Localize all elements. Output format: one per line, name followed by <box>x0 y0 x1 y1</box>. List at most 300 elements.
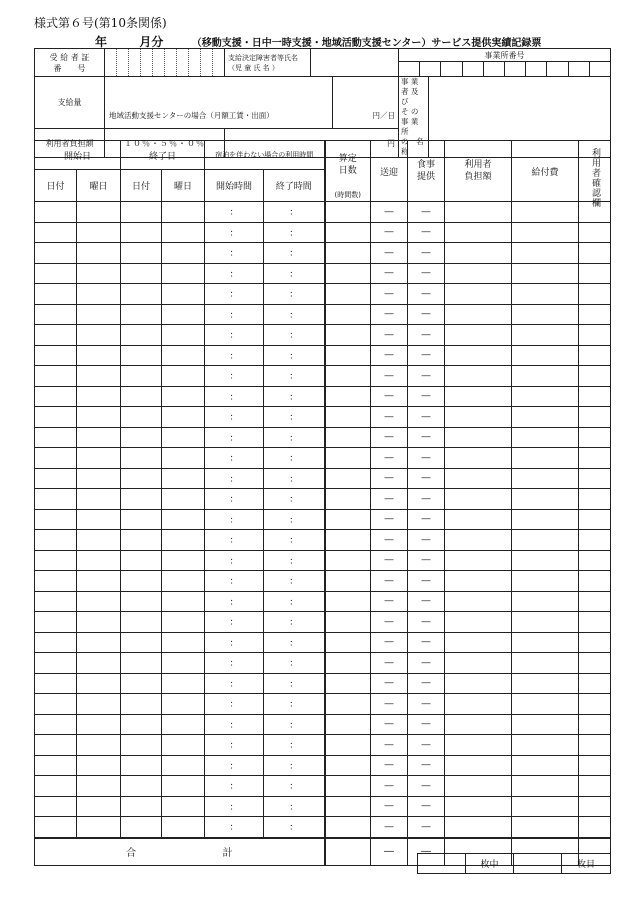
start-weekday-cell[interactable] <box>77 263 121 284</box>
transport-cell[interactable]: ― <box>371 632 408 653</box>
start-date-cell[interactable] <box>35 591 77 612</box>
user-burden-cell[interactable] <box>445 304 512 325</box>
confirm-cell[interactable] <box>579 653 611 674</box>
calc-days-cell[interactable] <box>325 694 371 715</box>
start-weekday-cell[interactable] <box>77 530 121 551</box>
end-weekday-cell[interactable] <box>162 325 205 346</box>
end-weekday-cell[interactable] <box>162 345 205 366</box>
burden-yen[interactable]: 円 <box>225 129 399 158</box>
confirm-cell[interactable] <box>579 304 611 325</box>
end-date-cell[interactable] <box>121 448 162 469</box>
confirm-cell[interactable] <box>579 284 611 305</box>
benefit-cell[interactable] <box>512 222 579 243</box>
transport-cell[interactable]: ― <box>371 653 408 674</box>
start-date-cell[interactable] <box>35 632 77 653</box>
end-date-cell[interactable] <box>121 571 162 592</box>
transport-cell[interactable]: ― <box>371 776 408 797</box>
start-date-cell[interactable] <box>35 755 77 776</box>
end-date-cell[interactable] <box>121 776 162 797</box>
calc-days-cell[interactable] <box>325 243 371 264</box>
end-weekday-cell[interactable] <box>162 489 205 510</box>
end-date-cell[interactable] <box>121 284 162 305</box>
end-date-cell[interactable] <box>121 325 162 346</box>
start-weekday-cell[interactable] <box>77 632 121 653</box>
end-date-cell[interactable] <box>121 222 162 243</box>
meal-cell[interactable]: ― <box>408 776 445 797</box>
start-date-cell[interactable] <box>35 202 77 223</box>
end-time-cell[interactable]: ： <box>264 571 325 592</box>
end-time-cell[interactable]: ： <box>264 263 325 284</box>
transport-cell[interactable]: ― <box>371 468 408 489</box>
start-time-cell[interactable]: ： <box>205 304 264 325</box>
user-burden-cell[interactable] <box>445 427 512 448</box>
start-time-cell[interactable]: ： <box>205 468 264 489</box>
confirm-cell[interactable] <box>579 817 611 838</box>
start-date-cell[interactable] <box>35 448 77 469</box>
confirm-cell[interactable] <box>579 448 611 469</box>
end-time-cell[interactable]: ： <box>264 714 325 735</box>
meal-cell[interactable]: ― <box>408 489 445 510</box>
end-date-cell[interactable] <box>121 530 162 551</box>
end-date-cell[interactable] <box>121 550 162 571</box>
end-date-cell[interactable] <box>121 653 162 674</box>
user-burden-cell[interactable] <box>445 468 512 489</box>
end-weekday-cell[interactable] <box>162 386 205 407</box>
user-burden-cell[interactable] <box>445 591 512 612</box>
end-time-cell[interactable]: ： <box>264 653 325 674</box>
start-weekday-cell[interactable] <box>77 243 121 264</box>
start-date-cell[interactable] <box>35 263 77 284</box>
user-burden-cell[interactable] <box>445 776 512 797</box>
confirm-cell[interactable] <box>579 325 611 346</box>
transport-cell[interactable]: ― <box>371 796 408 817</box>
confirm-cell[interactable] <box>579 673 611 694</box>
end-weekday-cell[interactable] <box>162 222 205 243</box>
transport-cell[interactable]: ― <box>371 817 408 838</box>
confirm-cell[interactable] <box>579 694 611 715</box>
start-weekday-cell[interactable] <box>77 489 121 510</box>
meal-cell[interactable]: ― <box>408 304 445 325</box>
start-date-cell[interactable] <box>35 735 77 756</box>
start-date-cell[interactable] <box>35 427 77 448</box>
meal-cell[interactable]: ― <box>408 530 445 551</box>
transport-cell[interactable]: ― <box>371 202 408 223</box>
meal-cell[interactable]: ― <box>408 735 445 756</box>
end-time-cell[interactable]: ： <box>264 202 325 223</box>
transport-cell[interactable]: ― <box>371 591 408 612</box>
start-time-cell[interactable]: ： <box>205 284 264 305</box>
confirm-cell[interactable] <box>579 427 611 448</box>
end-date-cell[interactable] <box>121 735 162 756</box>
confirm-cell[interactable] <box>579 407 611 428</box>
user-burden-cell[interactable] <box>445 243 512 264</box>
benefit-cell[interactable] <box>512 386 579 407</box>
start-time-cell[interactable]: ： <box>205 366 264 387</box>
confirm-cell[interactable] <box>579 612 611 633</box>
confirm-cell[interactable] <box>579 550 611 571</box>
user-burden-cell[interactable] <box>445 222 512 243</box>
calc-days-cell[interactable] <box>325 755 371 776</box>
benefit-cell[interactable] <box>512 509 579 530</box>
user-burden-cell[interactable] <box>445 448 512 469</box>
end-date-cell[interactable] <box>121 263 162 284</box>
transport-cell[interactable]: ― <box>371 489 408 510</box>
user-burden-cell[interactable] <box>445 386 512 407</box>
end-weekday-cell[interactable] <box>162 243 205 264</box>
meal-cell[interactable]: ― <box>408 550 445 571</box>
calc-days-cell[interactable] <box>325 591 371 612</box>
calc-days-cell[interactable] <box>325 222 371 243</box>
end-date-cell[interactable] <box>121 427 162 448</box>
start-time-cell[interactable]: ： <box>205 776 264 797</box>
start-date-cell[interactable] <box>35 673 77 694</box>
transport-cell[interactable]: ― <box>371 222 408 243</box>
start-date-cell[interactable] <box>35 489 77 510</box>
calc-days-cell[interactable] <box>325 673 371 694</box>
meal-cell[interactable]: ― <box>408 366 445 387</box>
start-weekday-cell[interactable] <box>77 366 121 387</box>
calc-days-cell[interactable] <box>325 776 371 797</box>
transport-cell[interactable]: ― <box>371 735 408 756</box>
meal-cell[interactable]: ― <box>408 591 445 612</box>
start-weekday-cell[interactable] <box>77 407 121 428</box>
end-time-cell[interactable]: ： <box>264 345 325 366</box>
user-burden-cell[interactable] <box>445 612 512 633</box>
calc-days-cell[interactable] <box>325 202 371 223</box>
benefit-cell[interactable] <box>512 694 579 715</box>
benefit-cell[interactable] <box>512 714 579 735</box>
start-date-cell[interactable] <box>35 550 77 571</box>
start-time-cell[interactable]: ： <box>205 509 264 530</box>
end-time-cell[interactable]: ： <box>264 755 325 776</box>
start-date-cell[interactable] <box>35 530 77 551</box>
calc-days-cell[interactable] <box>325 325 371 346</box>
calc-days-cell[interactable] <box>325 714 371 735</box>
user-burden-cell[interactable] <box>445 202 512 223</box>
end-time-cell[interactable]: ： <box>264 489 325 510</box>
benefit-cell[interactable] <box>512 468 579 489</box>
start-weekday-cell[interactable] <box>77 550 121 571</box>
sheet-no-field[interactable] <box>514 854 562 874</box>
end-date-cell[interactable] <box>121 468 162 489</box>
benefit-cell[interactable] <box>512 776 579 797</box>
user-burden-cell[interactable] <box>445 673 512 694</box>
start-weekday-cell[interactable] <box>77 571 121 592</box>
calc-days-cell[interactable] <box>325 612 371 633</box>
benefit-cell[interactable] <box>512 735 579 756</box>
user-burden-cell[interactable] <box>445 530 512 551</box>
end-date-cell[interactable] <box>121 407 162 428</box>
end-time-cell[interactable]: ： <box>264 550 325 571</box>
end-date-cell[interactable] <box>121 817 162 838</box>
start-time-cell[interactable]: ： <box>205 407 264 428</box>
end-weekday-cell[interactable] <box>162 694 205 715</box>
user-burden-cell[interactable] <box>445 735 512 756</box>
start-date-cell[interactable] <box>35 817 77 838</box>
confirm-cell[interactable] <box>579 714 611 735</box>
end-weekday-cell[interactable] <box>162 366 205 387</box>
end-time-cell[interactable]: ： <box>264 366 325 387</box>
benefit-cell[interactable] <box>512 325 579 346</box>
meal-cell[interactable]: ― <box>408 263 445 284</box>
end-weekday-cell[interactable] <box>162 653 205 674</box>
transport-cell[interactable]: ― <box>371 448 408 469</box>
start-time-cell[interactable]: ： <box>205 530 264 551</box>
user-burden-cell[interactable] <box>445 366 512 387</box>
meal-cell[interactable]: ― <box>408 468 445 489</box>
meal-cell[interactable]: ― <box>408 386 445 407</box>
end-weekday-cell[interactable] <box>162 530 205 551</box>
confirm-cell[interactable] <box>579 243 611 264</box>
end-time-cell[interactable]: ： <box>264 817 325 838</box>
start-date-cell[interactable] <box>35 222 77 243</box>
end-weekday-cell[interactable] <box>162 468 205 489</box>
end-time-cell[interactable]: ： <box>264 407 325 428</box>
start-date-cell[interactable] <box>35 366 77 387</box>
meal-cell[interactable]: ― <box>408 243 445 264</box>
start-time-cell[interactable]: ： <box>205 571 264 592</box>
confirm-cell[interactable] <box>579 222 611 243</box>
start-date-cell[interactable] <box>35 468 77 489</box>
benefit-cell[interactable] <box>512 673 579 694</box>
benefit-cell[interactable] <box>512 366 579 387</box>
start-weekday-cell[interactable] <box>77 386 121 407</box>
meal-cell[interactable]: ― <box>408 755 445 776</box>
benefit-cell[interactable] <box>512 632 579 653</box>
end-date-cell[interactable] <box>121 304 162 325</box>
benefit-cell[interactable] <box>512 284 579 305</box>
calc-days-cell[interactable] <box>325 468 371 489</box>
start-time-cell[interactable]: ： <box>205 714 264 735</box>
benefit-cell[interactable] <box>512 202 579 223</box>
end-time-cell[interactable]: ： <box>264 325 325 346</box>
start-date-cell[interactable] <box>35 304 77 325</box>
start-time-cell[interactable]: ： <box>205 632 264 653</box>
user-burden-cell[interactable] <box>445 571 512 592</box>
transport-cell[interactable]: ― <box>371 263 408 284</box>
user-burden-cell[interactable] <box>445 714 512 735</box>
end-time-cell[interactable]: ： <box>264 243 325 264</box>
confirm-cell[interactable] <box>579 489 611 510</box>
confirm-cell[interactable] <box>579 468 611 489</box>
end-weekday-cell[interactable] <box>162 673 205 694</box>
benefit-cell[interactable] <box>512 263 579 284</box>
end-weekday-cell[interactable] <box>162 509 205 530</box>
transport-cell[interactable]: ― <box>371 612 408 633</box>
start-weekday-cell[interactable] <box>77 222 121 243</box>
confirm-cell[interactable] <box>579 735 611 756</box>
start-date-cell[interactable] <box>35 694 77 715</box>
start-date-cell[interactable] <box>35 571 77 592</box>
meal-cell[interactable]: ― <box>408 509 445 530</box>
start-date-cell[interactable] <box>35 653 77 674</box>
end-weekday-cell[interactable] <box>162 714 205 735</box>
calc-days-cell[interactable] <box>325 817 371 838</box>
total-days[interactable] <box>325 838 371 866</box>
end-date-cell[interactable] <box>121 612 162 633</box>
user-burden-cell[interactable] <box>445 325 512 346</box>
calc-days-cell[interactable] <box>325 366 371 387</box>
end-date-cell[interactable] <box>121 632 162 653</box>
burden-rates[interactable]: １０％・５％・０％ <box>105 129 225 158</box>
end-time-cell[interactable]: ： <box>264 735 325 756</box>
start-weekday-cell[interactable] <box>77 468 121 489</box>
calc-days-cell[interactable] <box>325 386 371 407</box>
start-time-cell[interactable]: ： <box>205 796 264 817</box>
end-time-cell[interactable]: ： <box>264 386 325 407</box>
end-time-cell[interactable]: ： <box>264 632 325 653</box>
benefit-cell[interactable] <box>512 489 579 510</box>
end-weekday-cell[interactable] <box>162 550 205 571</box>
end-date-cell[interactable] <box>121 714 162 735</box>
calc-days-cell[interactable] <box>325 796 371 817</box>
end-date-cell[interactable] <box>121 345 162 366</box>
start-time-cell[interactable]: ： <box>205 612 264 633</box>
calc-days-cell[interactable] <box>325 448 371 469</box>
start-weekday-cell[interactable] <box>77 653 121 674</box>
benefit-cell[interactable] <box>512 571 579 592</box>
transport-cell[interactable]: ― <box>371 325 408 346</box>
start-time-cell[interactable]: ： <box>205 489 264 510</box>
calc-days-cell[interactable] <box>325 653 371 674</box>
user-burden-cell[interactable] <box>445 694 512 715</box>
confirm-cell[interactable] <box>579 571 611 592</box>
end-time-cell[interactable]: ： <box>264 530 325 551</box>
confirm-cell[interactable] <box>579 632 611 653</box>
start-time-cell[interactable]: ： <box>205 263 264 284</box>
confirm-cell[interactable] <box>579 345 611 366</box>
end-weekday-cell[interactable] <box>162 591 205 612</box>
confirm-cell[interactable] <box>579 530 611 551</box>
start-weekday-cell[interactable] <box>77 755 121 776</box>
user-burden-cell[interactable] <box>445 796 512 817</box>
user-burden-cell[interactable] <box>445 509 512 530</box>
calc-days-cell[interactable] <box>325 530 371 551</box>
start-time-cell[interactable]: ： <box>205 591 264 612</box>
end-weekday-cell[interactable] <box>162 735 205 756</box>
meal-cell[interactable]: ― <box>408 796 445 817</box>
start-date-cell[interactable] <box>35 796 77 817</box>
transport-cell[interactable]: ― <box>371 530 408 551</box>
confirm-cell[interactable] <box>579 796 611 817</box>
start-time-cell[interactable]: ： <box>205 653 264 674</box>
meal-cell[interactable]: ― <box>408 673 445 694</box>
meal-cell[interactable]: ― <box>408 407 445 428</box>
start-weekday-cell[interactable] <box>77 448 121 469</box>
start-weekday-cell[interactable] <box>77 735 121 756</box>
calc-days-cell[interactable] <box>325 489 371 510</box>
end-weekday-cell[interactable] <box>162 632 205 653</box>
start-weekday-cell[interactable] <box>77 673 121 694</box>
meal-cell[interactable]: ― <box>408 345 445 366</box>
user-burden-cell[interactable] <box>445 284 512 305</box>
start-date-cell[interactable] <box>35 243 77 264</box>
benefit-cell[interactable] <box>512 796 579 817</box>
confirm-cell[interactable] <box>579 509 611 530</box>
end-time-cell[interactable]: ： <box>264 448 325 469</box>
end-weekday-cell[interactable] <box>162 304 205 325</box>
benefit-cell[interactable] <box>512 653 579 674</box>
start-weekday-cell[interactable] <box>77 796 121 817</box>
transport-cell[interactable]: ― <box>371 571 408 592</box>
user-burden-cell[interactable] <box>445 632 512 653</box>
start-date-cell[interactable] <box>35 776 77 797</box>
end-time-cell[interactable]: ： <box>264 694 325 715</box>
calc-days-cell[interactable] <box>325 304 371 325</box>
meal-cell[interactable]: ― <box>408 653 445 674</box>
end-date-cell[interactable] <box>121 509 162 530</box>
end-weekday-cell[interactable] <box>162 448 205 469</box>
calc-days-cell[interactable] <box>325 735 371 756</box>
start-time-cell[interactable]: ： <box>205 345 264 366</box>
start-time-cell[interactable]: ： <box>205 325 264 346</box>
transport-cell[interactable]: ― <box>371 284 408 305</box>
confirm-cell[interactable] <box>579 366 611 387</box>
user-burden-cell[interactable] <box>445 653 512 674</box>
calc-days-cell[interactable] <box>325 571 371 592</box>
confirm-cell[interactable] <box>579 263 611 284</box>
start-date-cell[interactable] <box>35 345 77 366</box>
end-time-cell[interactable]: ： <box>264 509 325 530</box>
start-weekday-cell[interactable] <box>77 817 121 838</box>
user-burden-cell[interactable] <box>445 407 512 428</box>
end-time-cell[interactable]: ： <box>264 222 325 243</box>
calc-days-cell[interactable] <box>325 427 371 448</box>
start-date-cell[interactable] <box>35 407 77 428</box>
start-weekday-cell[interactable] <box>77 714 121 735</box>
end-date-cell[interactable] <box>121 366 162 387</box>
user-burden-cell[interactable] <box>445 817 512 838</box>
end-weekday-cell[interactable] <box>162 263 205 284</box>
user-burden-cell[interactable] <box>445 550 512 571</box>
user-burden-cell[interactable] <box>445 345 512 366</box>
benefit-cell[interactable] <box>512 427 579 448</box>
transport-cell[interactable]: ― <box>371 407 408 428</box>
end-weekday-cell[interactable] <box>162 817 205 838</box>
start-time-cell[interactable]: ： <box>205 735 264 756</box>
meal-cell[interactable]: ― <box>408 694 445 715</box>
end-weekday-cell[interactable] <box>162 776 205 797</box>
start-weekday-cell[interactable] <box>77 694 121 715</box>
end-weekday-cell[interactable] <box>162 284 205 305</box>
end-weekday-cell[interactable] <box>162 755 205 776</box>
end-date-cell[interactable] <box>121 386 162 407</box>
transport-cell[interactable]: ― <box>371 509 408 530</box>
end-time-cell[interactable]: ： <box>264 776 325 797</box>
benefit-cell[interactable] <box>512 550 579 571</box>
benefit-cell[interactable] <box>512 243 579 264</box>
meal-cell[interactable]: ― <box>408 632 445 653</box>
meal-cell[interactable]: ― <box>408 448 445 469</box>
start-weekday-cell[interactable] <box>77 304 121 325</box>
calc-days-cell[interactable] <box>325 509 371 530</box>
start-weekday-cell[interactable] <box>77 776 121 797</box>
calc-days-cell[interactable] <box>325 632 371 653</box>
meal-cell[interactable]: ― <box>408 571 445 592</box>
transport-cell[interactable]: ― <box>371 386 408 407</box>
start-date-cell[interactable] <box>35 509 77 530</box>
end-date-cell[interactable] <box>121 796 162 817</box>
meal-cell[interactable]: ― <box>408 202 445 223</box>
meal-cell[interactable]: ― <box>408 325 445 346</box>
benefit-cell[interactable] <box>512 817 579 838</box>
benefit-cell[interactable] <box>512 345 579 366</box>
start-date-cell[interactable] <box>35 284 77 305</box>
start-date-cell[interactable] <box>35 386 77 407</box>
end-date-cell[interactable] <box>121 591 162 612</box>
start-date-cell[interactable] <box>35 325 77 346</box>
transport-cell[interactable]: ― <box>371 345 408 366</box>
